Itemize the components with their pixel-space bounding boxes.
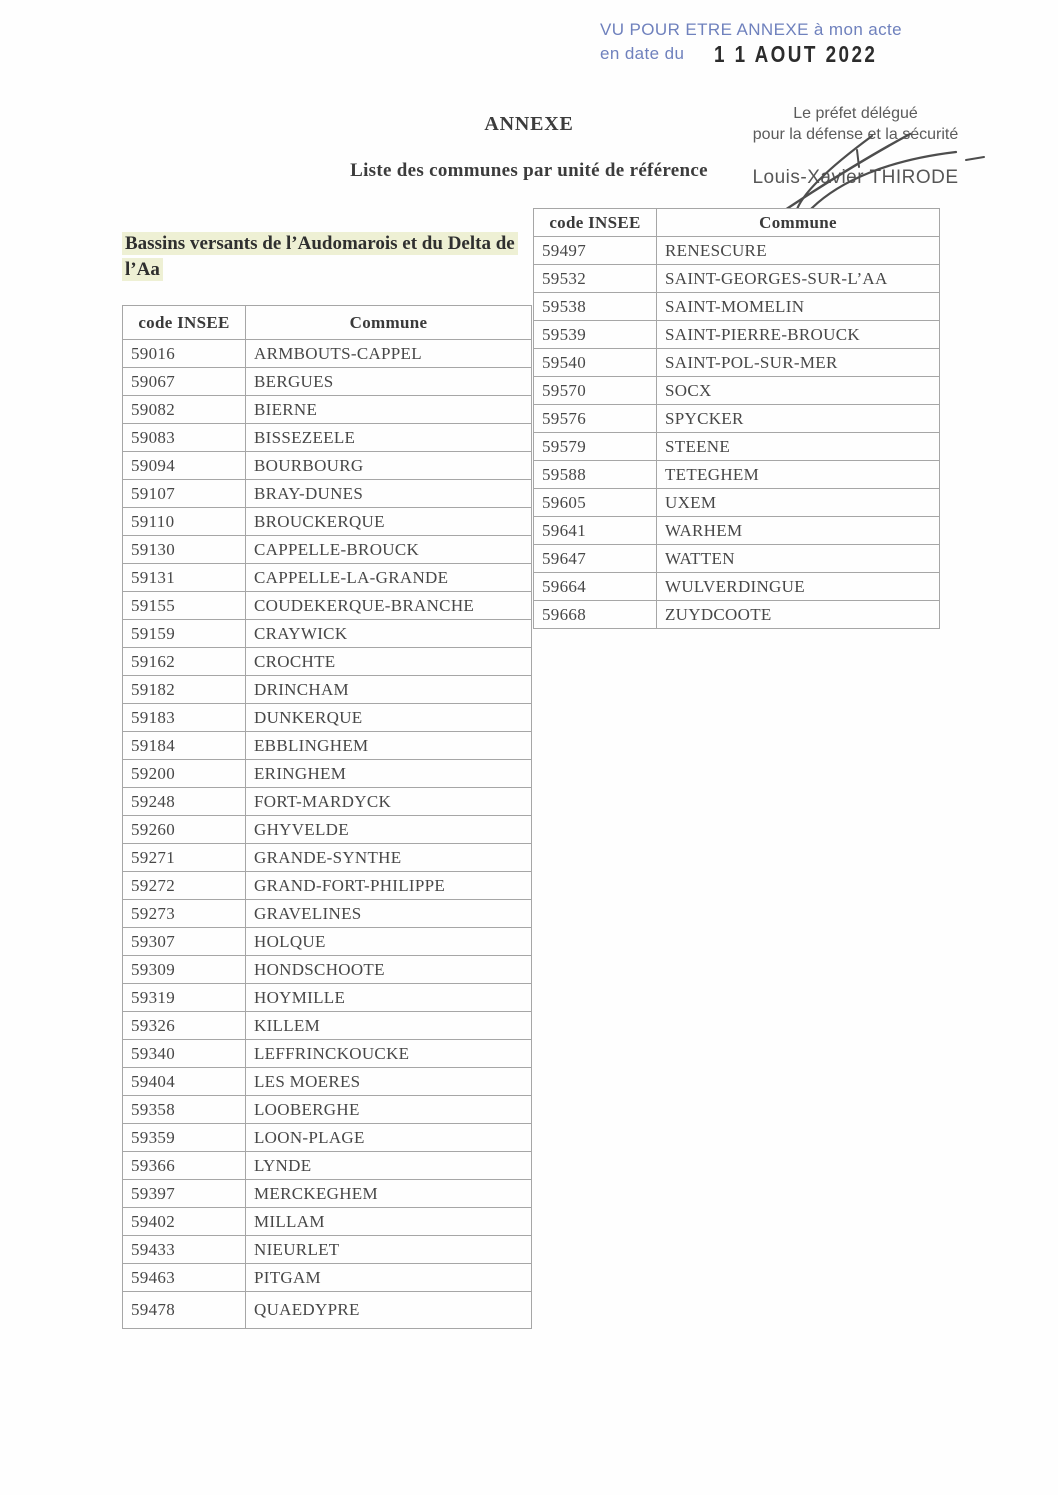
table-row <box>123 452 532 480</box>
insee-code-cell: 59248 <box>123 788 246 816</box>
stamp-line2-prefix: en date du <box>600 44 685 63</box>
commune-cell: GHYVELDE <box>246 816 532 844</box>
commune-cell: CAPPELLE-BROUCK <box>246 536 532 564</box>
communes-table-right <box>533 208 940 629</box>
commune-cell: BERGUES <box>246 368 532 396</box>
insee-code-cell: 59397 <box>123 1180 246 1208</box>
table-row <box>534 517 940 545</box>
insee-code-cell: 59183 <box>123 704 246 732</box>
insee-code-cell: 59402 <box>123 1208 246 1236</box>
insee-code-cell: 59094 <box>123 452 246 480</box>
commune-cell: BISSEZEELE <box>246 424 532 452</box>
insee-code-cell: 59319 <box>123 984 246 1012</box>
commune-cell: LOOBERGHE <box>246 1096 532 1124</box>
table-row <box>534 265 940 293</box>
table-row <box>123 1264 532 1292</box>
commune-cell: MERCKEGHEM <box>246 1180 532 1208</box>
commune-cell: MILLAM <box>246 1208 532 1236</box>
table-row <box>123 508 532 536</box>
table-row <box>123 592 532 620</box>
prefect-line2: pour la défense et la sécurité <box>752 126 959 143</box>
column-header-code-insee: code INSEE <box>123 306 246 340</box>
table-row <box>123 1068 532 1096</box>
table-row <box>123 536 532 564</box>
section-heading <box>122 231 522 283</box>
column-header-commune: Commune <box>246 306 532 340</box>
prefect-line1: Le préfet délégué <box>793 105 918 122</box>
page-title: ANNEXE <box>484 113 574 135</box>
annexation-stamp <box>600 18 1020 66</box>
table-row <box>123 900 532 928</box>
commune-cell: GRAVELINES <box>246 900 532 928</box>
insee-code-cell: 59182 <box>123 676 246 704</box>
commune-cell: SAINT-MOMELIN <box>657 293 940 321</box>
table-row <box>123 368 532 396</box>
insee-code-cell: 59082 <box>123 396 246 424</box>
commune-cell: SAINT-POL-SUR-MER <box>657 349 940 377</box>
commune-cell: QUAEDYPRE <box>246 1292 532 1329</box>
table-row <box>534 349 940 377</box>
commune-cell: WULVERDINGUE <box>657 573 940 601</box>
commune-cell: ZUYDCOOTE <box>657 601 940 629</box>
insee-code-cell: 59433 <box>123 1236 246 1264</box>
commune-cell: UXEM <box>657 489 940 517</box>
column-header-commune: Commune <box>657 209 940 237</box>
insee-code-cell: 59326 <box>123 1012 246 1040</box>
commune-cell: PITGAM <box>246 1264 532 1292</box>
section-heading-highlight: Bassins versants de l’Audomarois et du Delta de l’Aa <box>122 232 518 281</box>
communes-table-left <box>122 305 532 1329</box>
commune-cell: LYNDE <box>246 1152 532 1180</box>
insee-code-cell: 59307 <box>123 928 246 956</box>
commune-cell: WARHEM <box>657 517 940 545</box>
insee-code-cell: 59110 <box>123 508 246 536</box>
table-row <box>123 424 532 452</box>
commune-cell: EBBLINGHEM <box>246 732 532 760</box>
commune-cell: KILLEM <box>246 1012 532 1040</box>
insee-code-cell: 59162 <box>123 648 246 676</box>
table-row <box>123 1236 532 1264</box>
commune-cell: HOYMILLE <box>246 984 532 1012</box>
commune-cell: HONDSCHOOTE <box>246 956 532 984</box>
commune-cell: SAINT-PIERRE-BROUCK <box>657 321 940 349</box>
insee-code-cell: 59184 <box>123 732 246 760</box>
insee-code-cell: 59664 <box>534 573 657 601</box>
date-stamp: 1 1 AOUT 2022 <box>714 41 878 67</box>
commune-cell: RENESCURE <box>657 237 940 265</box>
insee-code-cell: 59358 <box>123 1096 246 1124</box>
table-row <box>534 321 940 349</box>
commune-cell: SAINT-GEORGES-SUR-L’AA <box>657 265 940 293</box>
table-row <box>123 620 532 648</box>
commune-cell: ARMBOUTS-CAPPEL <box>246 340 532 368</box>
table-row <box>123 816 532 844</box>
insee-code-cell: 59130 <box>123 536 246 564</box>
table-row <box>123 1040 532 1068</box>
insee-code-cell: 59260 <box>123 816 246 844</box>
insee-code-cell: 59083 <box>123 424 246 452</box>
insee-code-cell: 59570 <box>534 377 657 405</box>
table-row <box>123 396 532 424</box>
table-row <box>123 1292 532 1329</box>
table-row <box>123 676 532 704</box>
table-row <box>123 984 532 1012</box>
insee-code-cell: 59647 <box>534 545 657 573</box>
insee-code-cell: 59273 <box>123 900 246 928</box>
commune-cell: BIERNE <box>246 396 532 424</box>
commune-cell: BROUCKERQUE <box>246 508 532 536</box>
table-header-row <box>534 209 940 237</box>
table-row <box>123 760 532 788</box>
commune-cell: CROCHTE <box>246 648 532 676</box>
insee-code-cell: 59107 <box>123 480 246 508</box>
commune-cell: ERINGHEM <box>246 760 532 788</box>
table-row <box>534 433 940 461</box>
table-row <box>123 844 532 872</box>
table-row <box>123 1096 532 1124</box>
insee-code-cell: 59200 <box>123 760 246 788</box>
table-row <box>534 489 940 517</box>
commune-cell: BOURBOURG <box>246 452 532 480</box>
commune-cell: HOLQUE <box>246 928 532 956</box>
table-row <box>123 340 532 368</box>
insee-code-cell: 59668 <box>534 601 657 629</box>
table-row <box>534 405 940 433</box>
table-row <box>534 545 940 573</box>
table-row <box>123 1208 532 1236</box>
commune-cell: BRAY-DUNES <box>246 480 532 508</box>
prefect-name: Louis-Xavier THIRODE <box>752 167 959 188</box>
table-row <box>123 788 532 816</box>
page-subtitle: Liste des communes par unité de référence <box>350 160 708 181</box>
commune-cell: NIEURLET <box>246 1236 532 1264</box>
commune-cell: TETEGHEM <box>657 461 940 489</box>
insee-code-cell: 59159 <box>123 620 246 648</box>
table-row <box>123 1124 532 1152</box>
commune-cell: LOON-PLAGE <box>246 1124 532 1152</box>
insee-code-cell: 59540 <box>534 349 657 377</box>
insee-code-cell: 59579 <box>534 433 657 461</box>
table-row <box>534 573 940 601</box>
prefect-signature-block <box>728 103 983 188</box>
table-row <box>123 564 532 592</box>
commune-cell: DUNKERQUE <box>246 704 532 732</box>
table-row <box>123 732 532 760</box>
table-row <box>123 956 532 984</box>
insee-code-cell: 59576 <box>534 405 657 433</box>
commune-cell: WATTEN <box>657 545 940 573</box>
table-row <box>534 461 940 489</box>
insee-code-cell: 59463 <box>123 1264 246 1292</box>
commune-cell: DRINCHAM <box>246 676 532 704</box>
insee-code-cell: 59497 <box>534 237 657 265</box>
insee-code-cell: 59067 <box>123 368 246 396</box>
table-row <box>123 1180 532 1208</box>
insee-code-cell: 59641 <box>534 517 657 545</box>
stamp-line1: VU POUR ETRE ANNEXE à mon acte <box>600 20 903 39</box>
insee-code-cell: 59016 <box>123 340 246 368</box>
table-row <box>123 1152 532 1180</box>
table-row <box>534 293 940 321</box>
commune-cell: CRAYWICK <box>246 620 532 648</box>
insee-code-cell: 59538 <box>534 293 657 321</box>
column-header-code-insee: code INSEE <box>534 209 657 237</box>
insee-code-cell: 59155 <box>123 592 246 620</box>
commune-cell: COUDEKERQUE-BRANCHE <box>246 592 532 620</box>
commune-cell: LES MOERES <box>246 1068 532 1096</box>
insee-code-cell: 59532 <box>534 265 657 293</box>
commune-cell: GRANDE-SYNTHE <box>246 844 532 872</box>
commune-cell: STEENE <box>657 433 940 461</box>
table-row <box>123 704 532 732</box>
insee-code-cell: 59359 <box>123 1124 246 1152</box>
insee-code-cell: 59588 <box>534 461 657 489</box>
table-row <box>123 648 532 676</box>
commune-cell: LEFFRINCKOUCKE <box>246 1040 532 1068</box>
insee-code-cell: 59131 <box>123 564 246 592</box>
insee-code-cell: 59272 <box>123 872 246 900</box>
insee-code-cell: 59404 <box>123 1068 246 1096</box>
table-row <box>534 237 940 265</box>
commune-cell: GRAND-FORT-PHILIPPE <box>246 872 532 900</box>
insee-code-cell: 59366 <box>123 1152 246 1180</box>
insee-code-cell: 59605 <box>534 489 657 517</box>
insee-code-cell: 59478 <box>123 1292 246 1329</box>
insee-code-cell: 59271 <box>123 844 246 872</box>
insee-code-cell: 59309 <box>123 956 246 984</box>
insee-code-cell: 59340 <box>123 1040 246 1068</box>
table-header-row <box>123 306 532 340</box>
table-row <box>123 928 532 956</box>
table-row <box>534 601 940 629</box>
commune-cell: FORT-MARDYCK <box>246 788 532 816</box>
table-row <box>123 1012 532 1040</box>
insee-code-cell: 59539 <box>534 321 657 349</box>
table-row <box>123 872 532 900</box>
commune-cell: CAPPELLE-LA-GRANDE <box>246 564 532 592</box>
commune-cell: SOCX <box>657 377 940 405</box>
commune-cell: SPYCKER <box>657 405 940 433</box>
table-row <box>123 480 532 508</box>
table-row <box>534 377 940 405</box>
